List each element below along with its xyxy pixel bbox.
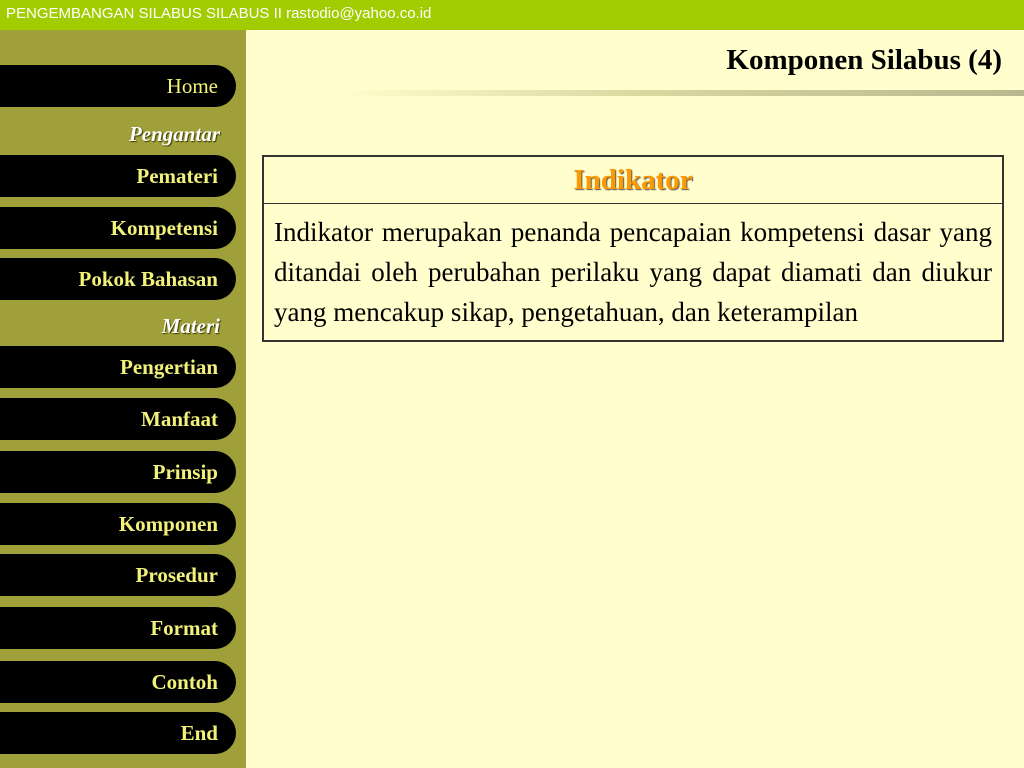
table-header-row [263,156,1003,204]
nav-end-button[interactable]: End [0,712,236,754]
nav-home-button[interactable]: Home [0,65,236,107]
nav-pokok-bahasan-button[interactable]: Pokok Bahasan [0,258,236,300]
top-bar [0,0,1024,30]
nav-komponen-button[interactable]: Komponen [0,503,236,545]
section-label-materi: Materi [161,314,220,338]
table-header-cell: Indikator [263,156,1003,204]
nav-format-button[interactable]: Format [0,607,236,649]
nav-manfaat-button[interactable]: Manfaat [0,398,236,440]
table-body-row [263,204,1003,342]
nav-contoh-button[interactable]: Contoh [0,661,236,703]
nav-kompetensi-button[interactable]: Kompetensi [0,207,236,249]
section-label-pengantar: Pengantar [128,122,220,146]
title-divider [340,90,1024,96]
sidebar [0,30,246,768]
header-text: PENGEMBANGAN SILABUS SILABUS II rastodio@yahoo.co.id [6,5,432,22]
page-title: Komponen Silabus (4) [726,44,1002,76]
nav-prosedur-button[interactable]: Prosedur [0,554,236,596]
nav-pengertian-button[interactable]: Pengertian [0,346,236,388]
nav-pemateri-button[interactable]: Pemateri [0,155,236,197]
table-body-cell: Indikator merupakan penanda pencapaian kompetensi dasar yang ditandai oleh perubahan perilaku yang dapat diamati dan diukur yang mencakup sikap, pengetahuan, dan keterampilan [263,204,1003,342]
content-table [262,155,1004,342]
nav-prinsip-button[interactable]: Prinsip [0,451,236,493]
